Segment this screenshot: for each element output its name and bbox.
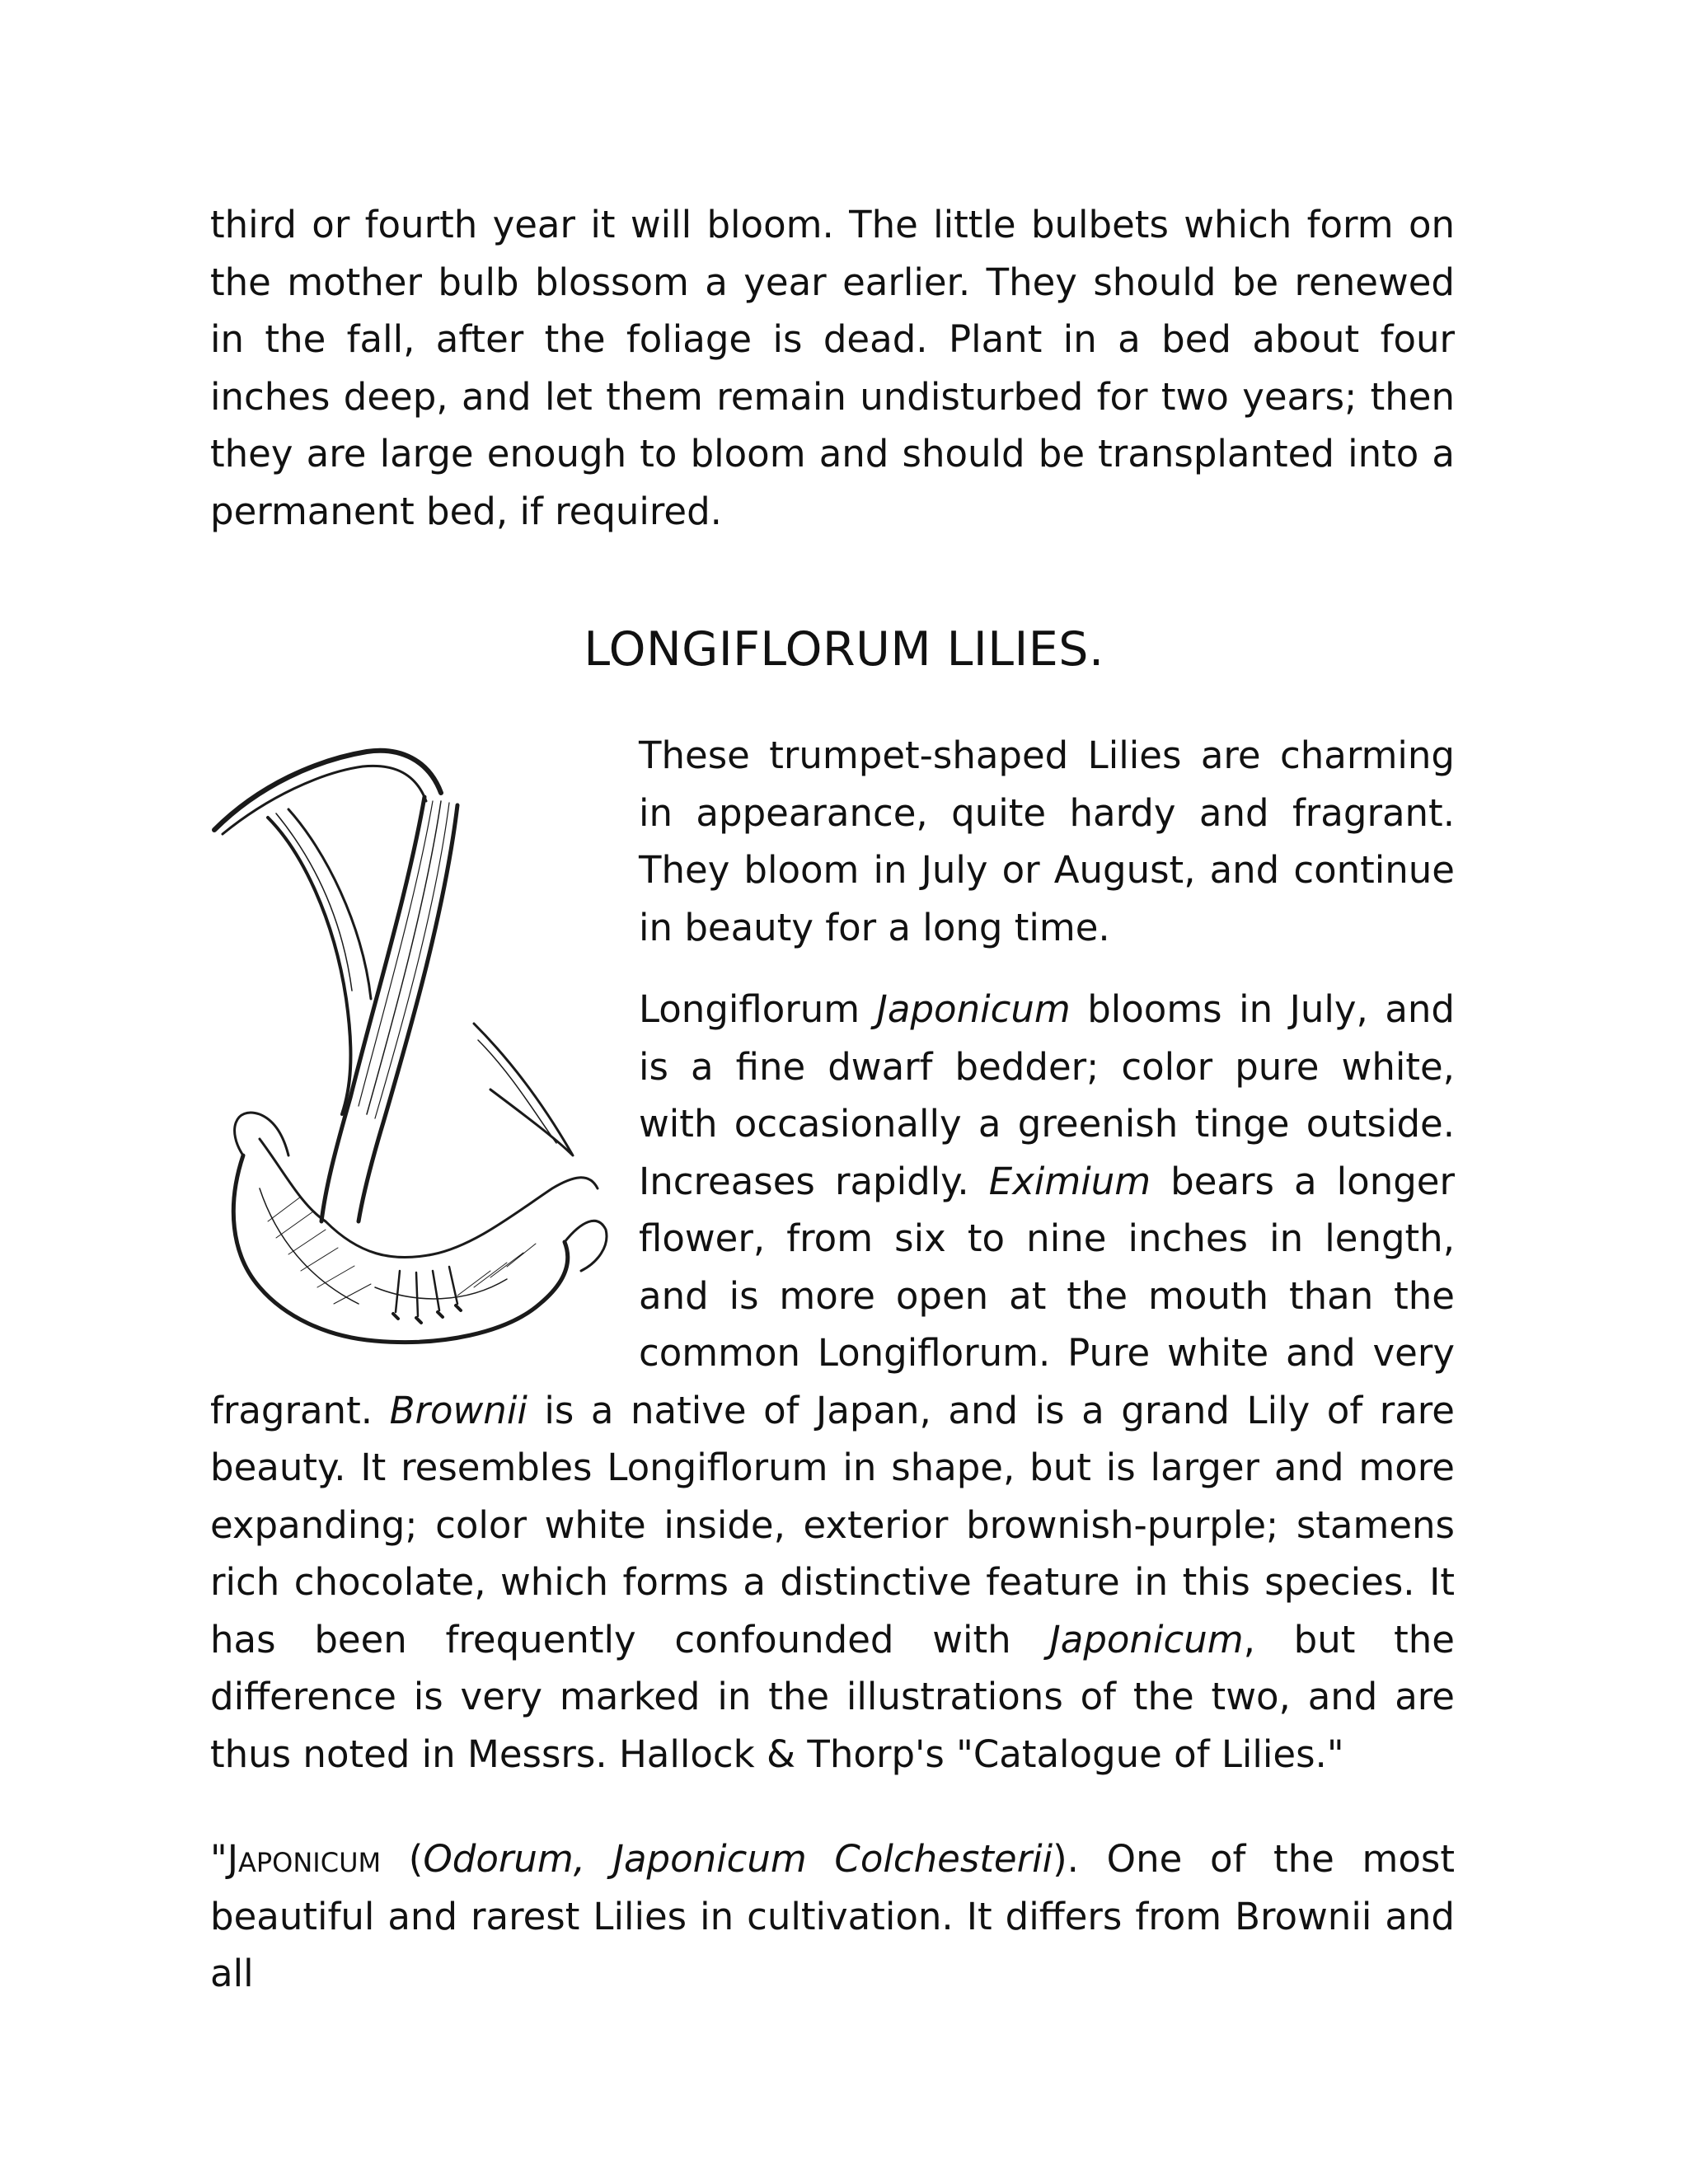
para3-open-quote: ": [210, 1837, 227, 1881]
section-heading: LONGIFLORUM LILIES.: [584, 622, 1104, 677]
paragraph-1: These trumpet-shaped Lilies are charming in appearance, quite hardy and fragrant. They bloom in July or August, and continue in beauty for a long time.: [639, 733, 1455, 949]
para2-italic-4: Japonicum: [1049, 1617, 1244, 1661]
para3-text-1: (: [381, 1837, 424, 1881]
intro-paragraph: third or fourth year it will bloom. The little bulbets which form on the mother bulb blossom a year earlier. They should be renewed in the fall, after the foliage is dead. Plant in a bed about four inches deep, and let them remain undisturbed for two years; then they are large enough to bloom and should be transplanted into a permanent bed, if required.: [210, 203, 1455, 533]
para3-italic-1: Odorum, Japonicum Colchesterii: [423, 1837, 1053, 1881]
para2-italic-1: Japonicum: [876, 987, 1071, 1031]
para2-text-2: blooms in July, and is a fine dwarf bedder; color pure white, with occasionally a greenish tinge outside. Increases rapidly.: [639, 987, 1455, 1203]
para2-text-4: is a native of Japan, and is a grand Lily of rare beauty. It resembles Longiflorum in shape, but is larger and more expanding; color white inside, exterior brownish-purple; stamens rich chocolate, which forms a distinctive feature in this species. It has been frequently confounded with: [210, 1388, 1455, 1661]
illustration-float-space: [210, 727, 639, 1357]
para2-text-3: bears a longer flower, from six to nine inches in length, and is more open at the mouth than the common Longiflorum. Pure white and very fragrant.: [210, 1159, 1455, 1432]
para3-text-2: ). One of the most beautiful and rarest Lilies in cultivation. It differs from Brownii and all: [210, 1837, 1455, 1995]
para2-italic-3: Brownii: [389, 1388, 528, 1432]
paragraph-3: [210, 1830, 1455, 2003]
para2-italic-2: Eximium: [988, 1159, 1151, 1203]
para2-text-1: Longiflorum: [639, 987, 877, 1031]
description-block: [210, 727, 1455, 1783]
para2-text-5: , but the difference is very marked in the illustrations of the two, and are thus noted in Messrs. Hallock & Thorp's "Catalogue of Lilies.": [210, 1617, 1455, 1776]
para3-smallcaps: Japonicum: [227, 1837, 382, 1881]
